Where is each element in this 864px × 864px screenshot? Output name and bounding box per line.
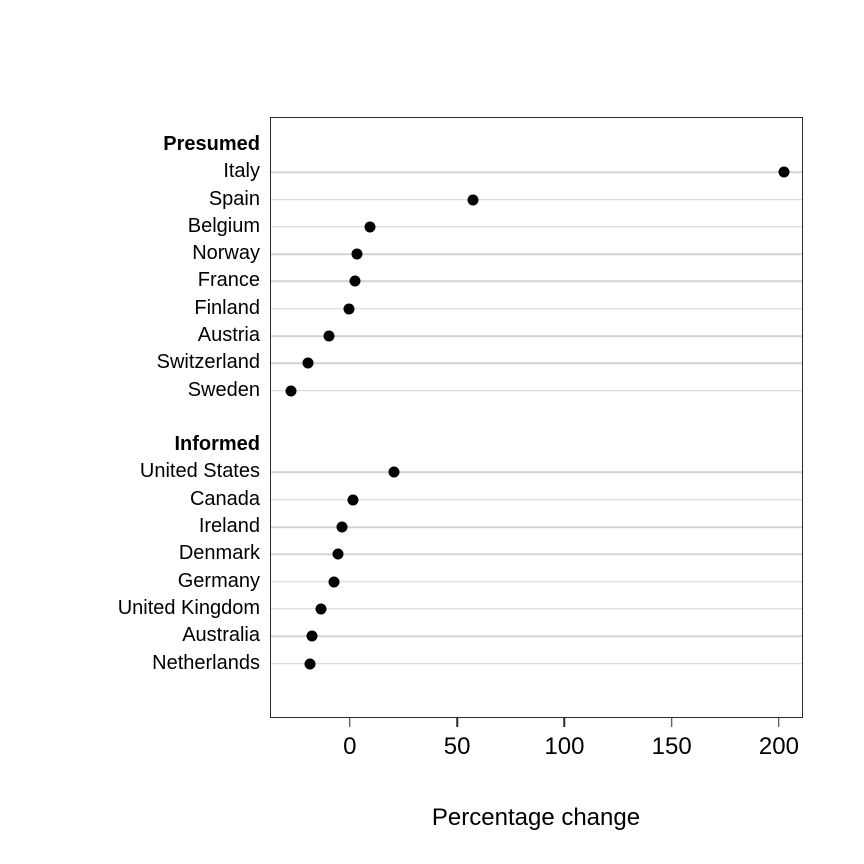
gridline (271, 390, 802, 392)
data-point-dot-ireland (337, 522, 348, 533)
gridline (271, 363, 802, 365)
gridline (271, 253, 802, 255)
category-label-italy: Italy (223, 160, 260, 183)
data-point-dot-united-kingdom (315, 603, 326, 614)
category-label-united-kingdom: United Kingdom (117, 596, 260, 619)
data-point-dot-germany (328, 576, 339, 587)
x-tick-label: 200 (758, 733, 799, 760)
gridline (271, 472, 802, 474)
data-point-dot-switzerland (302, 358, 313, 369)
x-tick-label: 150 (651, 733, 692, 760)
data-point-dot-australia (307, 631, 318, 642)
category-label-canada: Canada (189, 487, 260, 510)
x-tick-label: 50 (443, 733, 471, 760)
gridline (271, 663, 802, 665)
data-point-dot-austria (324, 331, 335, 342)
data-point-dot-norway (352, 249, 363, 260)
gridline (271, 335, 802, 337)
data-point-dot-belgium (365, 221, 376, 232)
category-label-sweden: Sweden (187, 378, 260, 401)
x-tick-mark (778, 718, 780, 727)
category-label-ireland: Ireland (198, 515, 260, 538)
gridline (271, 608, 802, 610)
data-point-dot-netherlands (305, 658, 316, 669)
data-point-dot-italy (779, 167, 790, 178)
category-label-austria: Austria (197, 324, 260, 347)
plot-area (270, 117, 803, 718)
data-point-dot-united-states (388, 467, 399, 478)
gridline (271, 199, 802, 201)
data-point-dot-france (350, 276, 361, 287)
y-axis-labels (0, 0, 260, 864)
x-tick-label: 0 (343, 733, 357, 760)
gridline (271, 526, 802, 528)
category-label-united-states: United States (139, 460, 260, 483)
category-label-netherlands: Netherlands (152, 651, 260, 674)
data-point-dot-spain (468, 194, 479, 205)
x-tick-mark (671, 718, 673, 727)
category-label-norway: Norway (192, 242, 260, 265)
gridline (271, 635, 802, 637)
group-header-informed: Informed (174, 433, 260, 456)
category-label-germany: Germany (177, 569, 260, 592)
data-point-dot-sweden (285, 385, 296, 396)
category-label-finland: Finland (194, 296, 260, 319)
category-label-australia: Australia (182, 624, 260, 647)
data-point-dot-finland (343, 303, 354, 314)
category-label-switzerland: Switzerland (156, 351, 260, 374)
x-tick-mark (349, 718, 351, 727)
gridline (271, 554, 802, 556)
data-point-dot-canada (347, 494, 358, 505)
gridline (271, 581, 802, 583)
group-header-presumed: Presumed (163, 133, 260, 155)
category-label-spain: Spain (208, 187, 260, 210)
x-tick-mark (456, 718, 458, 727)
data-point-dot-denmark (332, 549, 343, 560)
x-tick-label: 100 (544, 733, 585, 760)
category-label-denmark: Denmark (178, 542, 260, 565)
x-tick-mark (564, 718, 566, 727)
gridline (271, 226, 802, 228)
category-label-france: France (197, 269, 260, 292)
x-axis-title: Percentage change (431, 804, 641, 831)
gridline (271, 172, 802, 174)
category-label-belgium: Belgium (187, 214, 260, 237)
